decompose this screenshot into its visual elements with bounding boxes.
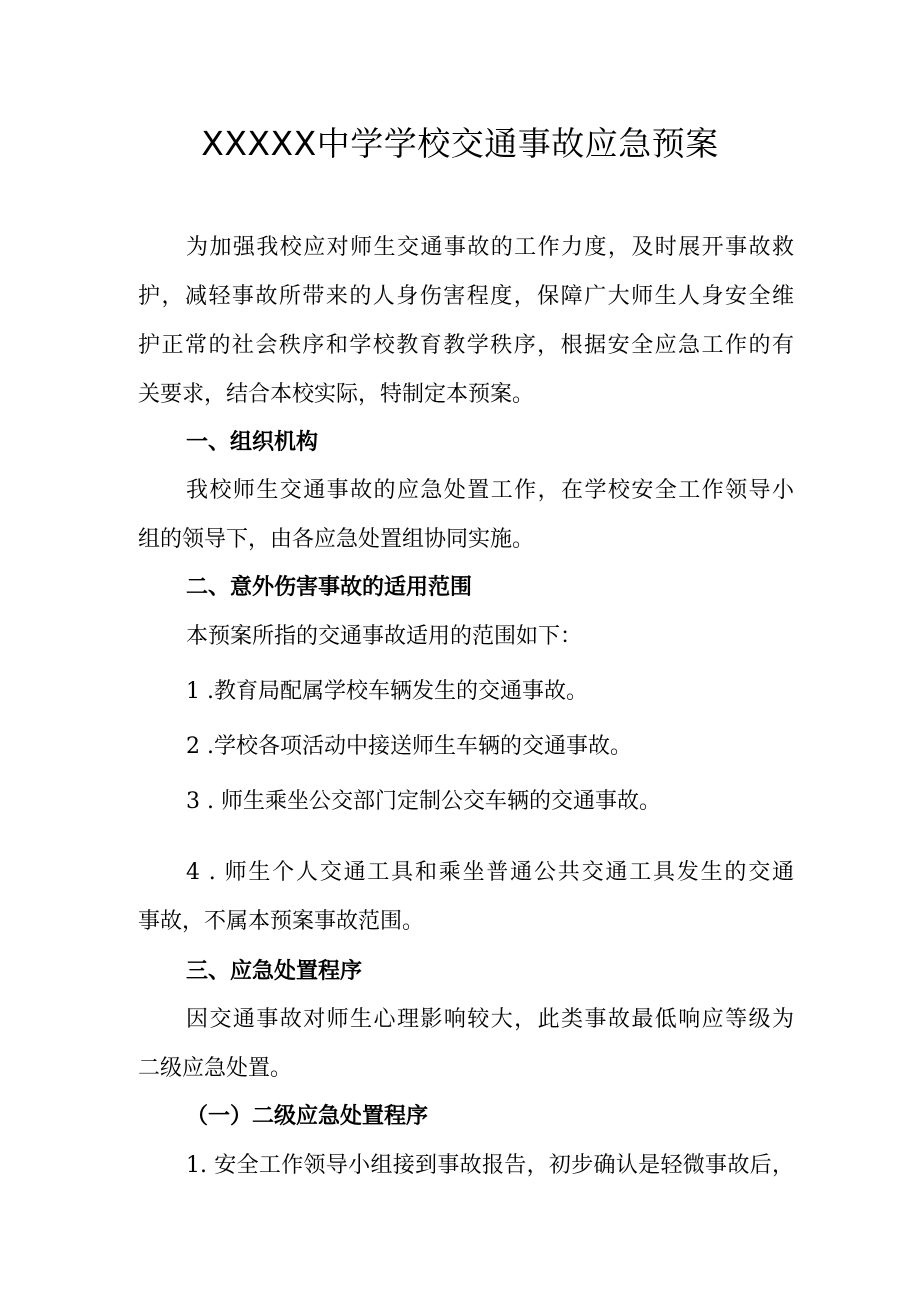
section-3-subheading: （一）二级应急处置程序 <box>186 1104 429 1129</box>
section-1-line-1: 我校师生交通事故的应急处置工作，在学校安全工作领导小 <box>186 478 794 503</box>
section-1-heading: 一、组织机构 <box>186 430 319 455</box>
intro-line-3: 护正常的社会秩序和学校教育教学秩序，根据安全应急工作的有 <box>138 333 794 358</box>
document-title: XXXXX中学学校交通事故应急预案 <box>201 124 719 163</box>
section-2-item-3: 3 . 师生乘坐公交部门定制公交车辆的交通事故。 <box>186 789 661 814</box>
intro-line-2: 护，减轻事故所带来的人身伤害程度，保障广大师生人身安全维 <box>138 284 794 309</box>
section-2-heading: 二、意外伤害事故的适用范围 <box>186 575 473 600</box>
section-3-line-2: 二级应急处置。 <box>138 1056 293 1081</box>
section-2-item-2: 2 .学校各项活动中接送师生车辆的交通事故。 <box>186 734 632 759</box>
section-1-line-2: 组的领导下，由各应急处置组协同实施。 <box>138 527 535 552</box>
section-2-item-4-line-2: 事故，不属本预案事故范围。 <box>138 909 425 934</box>
section-2-intro: 本预案所指的交通事故适用的范围如下： <box>186 624 583 649</box>
intro-line-4: 关要求，结合本校实际，特制定本预案。 <box>138 382 535 407</box>
section-3-item-1-line-1: 1. 安全工作领导小组接到事故报告，初步确认是轻微事故后， <box>186 1153 794 1178</box>
section-2-item-1: 1 .教育局配属学校车辆发生的交通事故。 <box>186 679 588 704</box>
section-3-line-1: 因交通事故对师生心理影响较大，此类事故最低响应等级为 <box>186 1007 794 1032</box>
intro-line-1: 为加强我校应对师生交通事故的工作力度，及时展开事故救 <box>186 235 794 260</box>
section-3-heading: 三、应急处置程序 <box>186 959 363 984</box>
section-2-item-4-line-1: 4 . 师生个人交通工具和乘坐普通公共交通工具发生的交通 <box>186 860 794 885</box>
